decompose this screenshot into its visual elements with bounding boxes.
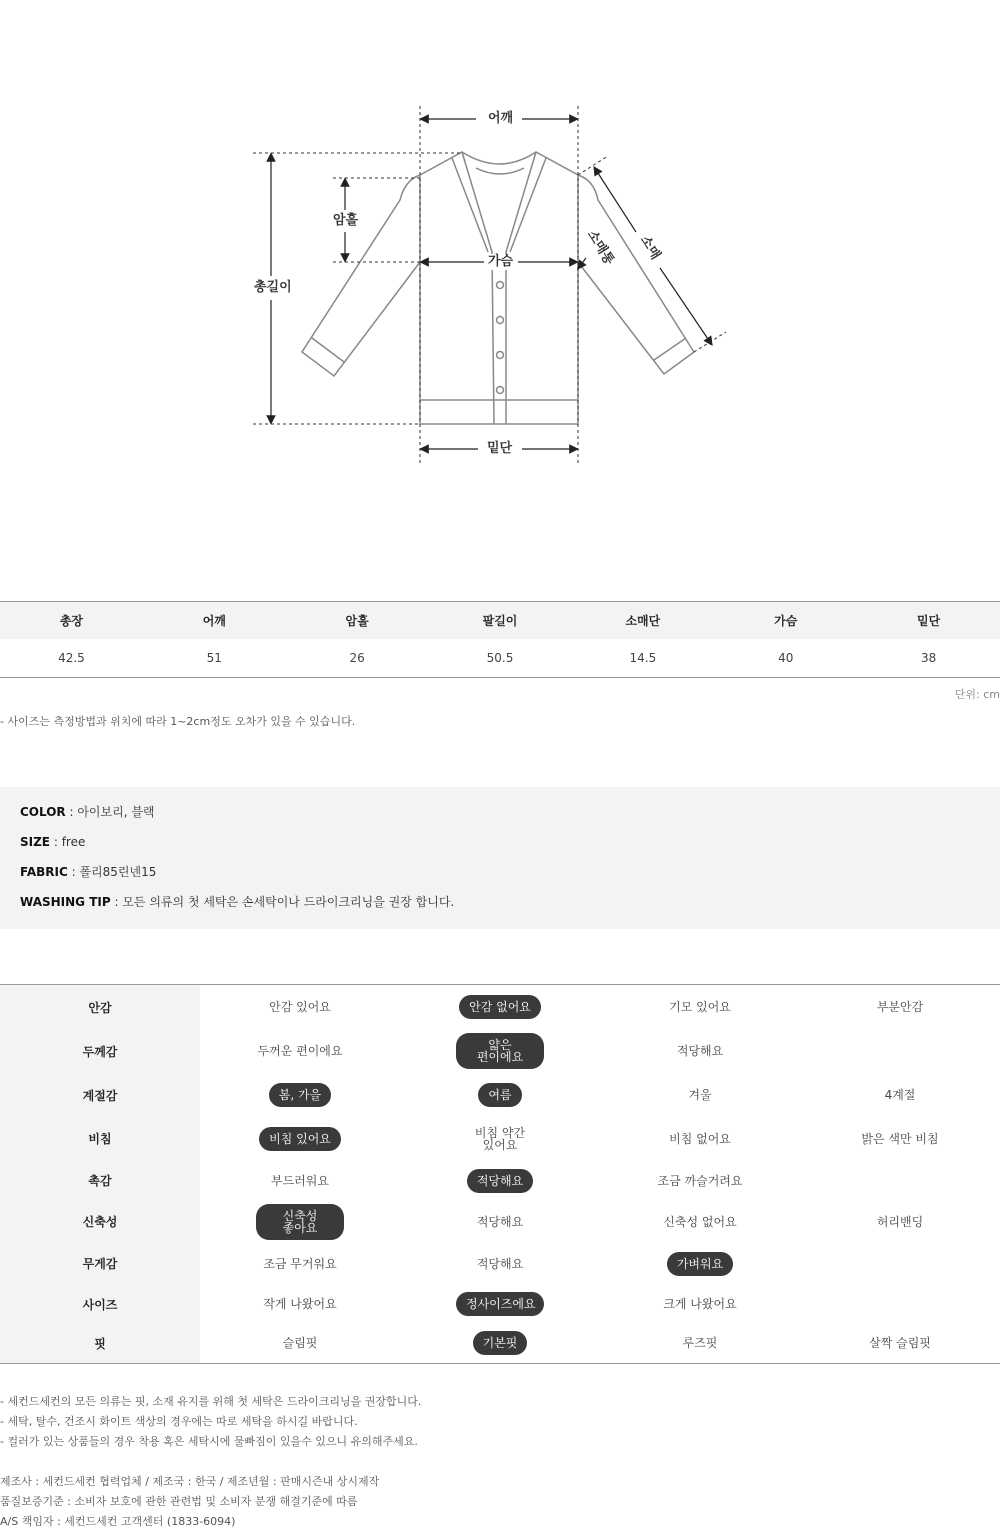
label-shoulder: 어깨	[485, 111, 516, 127]
as-contact-line: A/S 책임자 : 세컨드세컨 고객센터 (1833-6094)	[0, 1515, 236, 1528]
fit-feel-option: 4계절	[884, 1088, 916, 1102]
fit-feel-option-cell	[600, 1323, 800, 1363]
fit-feel-option-cell	[800, 1160, 1000, 1201]
fit-feel-label: 신축성	[0, 1201, 200, 1242]
fit-feel-option-selected: 정사이즈에요	[456, 1292, 544, 1316]
fit-feel-option: 두꺼운 편이에요	[257, 1044, 343, 1058]
label-sleeve: 소매	[635, 231, 665, 266]
label-armhole: 암홀	[330, 213, 361, 229]
fit-feel-option-cell	[800, 1029, 1000, 1073]
fit-feel-option: 적당해요	[676, 1044, 724, 1058]
fit-feel-row	[0, 1242, 1000, 1285]
manufacturer-info	[0, 1472, 379, 1532]
fit-feel-row	[0, 1117, 1000, 1160]
fit-feel-option-cell	[200, 1242, 400, 1285]
fit-feel-option: 비침 없어요	[669, 1131, 731, 1146]
info-size: SIZE : free	[20, 835, 86, 849]
fit-feel-label: 안감	[0, 985, 200, 1029]
fit-feel-option: 루즈핏	[682, 1336, 718, 1350]
size-header-cell: 어깨	[202, 614, 226, 628]
fit-feel-option-cell	[800, 1073, 1000, 1117]
fit-feel-label: 촉감	[0, 1160, 200, 1201]
care-notes	[0, 1392, 421, 1452]
fit-feel-option: 조금 까슬거려요	[657, 1173, 743, 1188]
fit-feel-option-cell	[200, 1323, 400, 1363]
cardigan-illustration	[0, 0, 1000, 560]
fit-feel-option-selected: 적당해요	[467, 1169, 533, 1193]
fit-feel-option-cell	[200, 1073, 400, 1117]
info-washing-tip: WASHING TIP : 모든 의류의 첫 세탁은 손세탁이나 드라이크리닝을 권장 합니다.	[20, 895, 455, 909]
fit-feel-option-selected: 여름	[478, 1083, 521, 1107]
size-value-cell: 42.5	[58, 651, 85, 665]
size-value-cell: 40	[778, 651, 794, 665]
fit-feel-label: 비침	[0, 1117, 200, 1160]
fit-feel-option-cell	[600, 1073, 800, 1117]
info-fabric: FABRIC : 폴리85린넨15	[20, 865, 157, 879]
size-header-cell: 팔길이	[482, 614, 518, 628]
size-value-cell: 51	[206, 651, 222, 665]
fit-feel-option: 부분안감	[876, 1000, 924, 1014]
size-value-cell: 38	[920, 651, 937, 665]
fit-feel-row	[0, 1323, 1000, 1363]
unit-label: 단위: cm	[954, 688, 1000, 701]
fit-feel-option-cell	[800, 985, 1000, 1029]
fit-feel-option-selected: 기본핏	[473, 1331, 528, 1355]
fit-feel-option-cell	[600, 1285, 800, 1323]
info-color: COLOR : 아이보리, 블랙	[20, 805, 155, 819]
fit-feel-row	[0, 1285, 1000, 1323]
fit-feel-option-cell	[800, 1285, 1000, 1323]
size-value-cell: 14.5	[629, 651, 657, 665]
fit-feel-option-cell	[600, 1029, 800, 1073]
fit-feel-option-selected: 안감 없어요	[459, 995, 541, 1019]
fit-feel-row	[0, 1073, 1000, 1117]
fit-feel-option-cell	[400, 1117, 600, 1160]
fit-feel-option-cell	[200, 985, 400, 1029]
fit-feel-option: 기모 있어요	[669, 1000, 731, 1014]
fit-feel-option: 겨울	[688, 1088, 712, 1102]
care-note: - 세탁, 탈수, 건조시 화이트 색상의 경우에는 따로 세탁을 하시길 바랍니다.	[0, 1415, 358, 1428]
warranty-line: 품질보증기준 : 소비자 보호에 관한 관련법 및 소비자 분쟁 해결기준에 따름	[0, 1495, 358, 1508]
size-note: - 사이즈는 측정방법과 위치에 따라 1~2cm정도 오차가 있을 수 있습니다.	[0, 715, 356, 728]
fit-feel-option-cell	[400, 1242, 600, 1285]
fit-feel-option-cell	[800, 1201, 1000, 1242]
fit-feel-label: 핏	[0, 1323, 200, 1363]
fit-feel-option: 밝은 색만 비침	[861, 1131, 939, 1146]
fit-feel-option: 크게 나왔어요	[663, 1297, 737, 1311]
size-value-cell: 26	[349, 651, 365, 665]
fit-feel-option-cell	[200, 1285, 400, 1323]
fit-feel-option: 비침 약간 있어요	[474, 1125, 526, 1152]
fit-feel-option: 작게 나왔어요	[263, 1297, 337, 1311]
fit-feel-option-cell	[400, 1160, 600, 1201]
fit-feel-option-cell	[200, 1201, 400, 1242]
fit-feel-row	[0, 985, 1000, 1029]
size-header-cell: 총장	[59, 614, 84, 628]
fit-feel-option-cell	[600, 1117, 800, 1160]
manufacturer-line: 제조사 : 세컨드세컨 협력업체 / 제조국 : 한국 / 제조년월 : 판매시즌내 상시제작	[0, 1475, 380, 1488]
size-header-cell: 소매단	[625, 614, 661, 628]
fit-feel-option: 안감 있어요	[269, 1000, 331, 1014]
fit-feel-row	[0, 1029, 1000, 1073]
fit-feel-label: 무게감	[0, 1242, 200, 1285]
fit-feel-option: 신축성 없어요	[663, 1214, 737, 1229]
size-table	[0, 601, 1000, 678]
fit-feel-option-cell	[600, 1242, 800, 1285]
fit-feel-label: 사이즈	[0, 1285, 200, 1323]
fit-feel-option-cell	[600, 985, 800, 1029]
fit-feel-option-cell	[600, 1201, 800, 1242]
size-table-header	[0, 602, 1000, 639]
fit-feel-table	[0, 984, 1000, 1364]
fit-feel-option-cell	[200, 1117, 400, 1160]
fit-feel-option-selected: 봄, 가을	[269, 1083, 331, 1107]
fit-feel-row	[0, 1201, 1000, 1242]
care-note: - 컬러가 있는 상품들의 경우 착용 혹은 세탁시에 물빠짐이 있을수 있으니 유의해주세요.	[0, 1435, 418, 1448]
fit-feel-option: 살짝 슬림핏	[869, 1336, 931, 1350]
fit-feel-option-cell	[400, 1073, 600, 1117]
size-value-cell: 50.5	[486, 651, 514, 665]
label-chest: 가슴	[485, 254, 516, 270]
garment-outline	[302, 152, 694, 424]
size-header-cell: 밑단	[916, 614, 941, 628]
fit-feel-option-cell	[400, 1029, 600, 1073]
size-header-cell: 가슴	[774, 614, 798, 628]
fit-feel-option: 조금 무거워요	[263, 1256, 337, 1271]
size-header-cell: 암홀	[345, 614, 369, 628]
fit-feel-option-cell	[200, 1160, 400, 1201]
fit-feel-option: 슬림핏	[282, 1336, 318, 1350]
fit-feel-option-cell	[400, 1285, 600, 1323]
fit-feel-option-cell	[800, 1117, 1000, 1160]
product-info-box	[0, 787, 1000, 929]
fit-feel-option: 허리밴딩	[876, 1214, 924, 1229]
size-diagram	[0, 0, 1000, 560]
fit-feel-option-cell	[400, 985, 600, 1029]
fit-feel-option: 부드러워요	[271, 1173, 329, 1188]
fit-feel-option-selected: 신축성 좋아요	[256, 1204, 344, 1240]
fit-feel-label: 계절감	[0, 1073, 200, 1117]
fit-feel-option-cell	[200, 1029, 400, 1073]
fit-feel-option-selected: 가벼워요	[667, 1252, 733, 1276]
fit-feel-option: 적당해요	[476, 1256, 524, 1271]
label-total-length: 총길이	[251, 280, 295, 296]
fit-feel-option-cell	[800, 1242, 1000, 1285]
fit-feel-row	[0, 1160, 1000, 1201]
label-hem: 밑단	[484, 441, 515, 457]
fit-feel-option-selected: 비침 있어요	[259, 1127, 341, 1151]
fit-feel-option-cell	[400, 1201, 600, 1242]
label-sleeve-cuff: 소매통	[583, 227, 617, 268]
size-table-row	[0, 639, 1000, 677]
fit-feel-option: 적당해요	[476, 1214, 524, 1229]
fit-feel-option-selected: 얇은 편이에요	[456, 1033, 544, 1069]
care-note: - 세컨드세컨의 모든 의류는 핏, 소재 유지를 위해 첫 세탁은 드라이크리닝을 권장합니다.	[0, 1395, 422, 1408]
fit-feel-option-cell	[400, 1323, 600, 1363]
guide-lines	[253, 106, 726, 466]
fit-feel-label: 두께감	[0, 1029, 200, 1073]
fit-feel-option-cell	[800, 1323, 1000, 1363]
fit-feel-option-cell	[600, 1160, 800, 1201]
